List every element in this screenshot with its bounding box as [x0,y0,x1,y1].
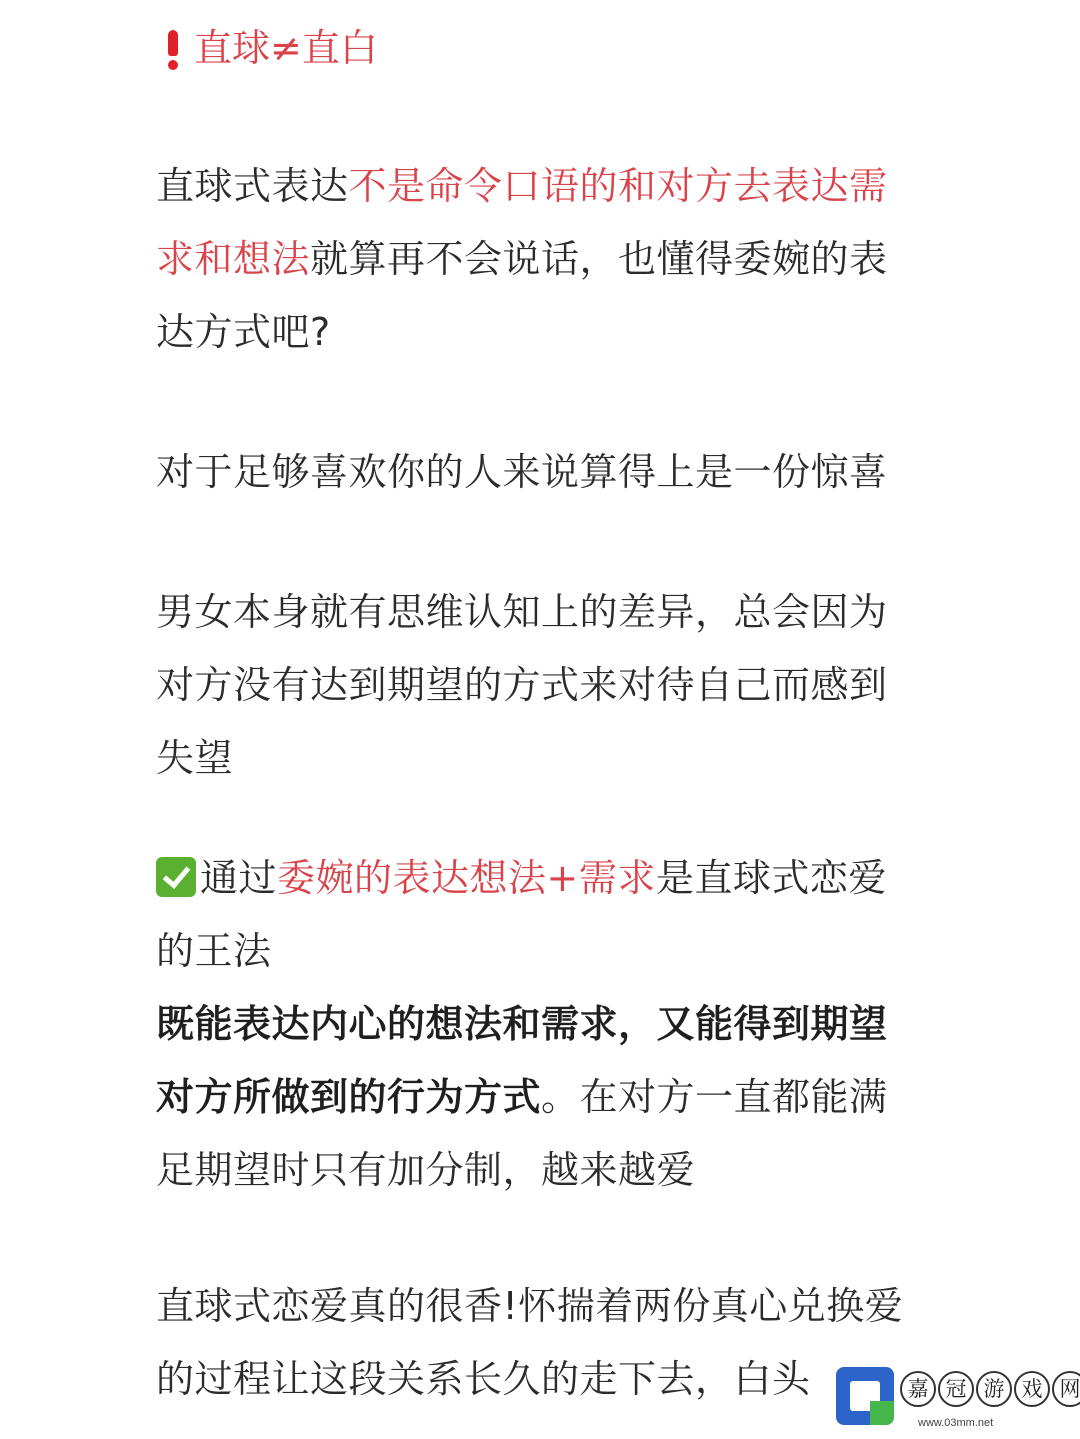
text-line [156,1270,916,1343]
highlight-text: 不是命令口语的和对方去表达需 [348,164,888,208]
text-line [156,1343,916,1416]
watermark-char: 戏 [1014,1371,1050,1407]
watermark-char: 嘉 [900,1371,936,1407]
section-heading [160,22,378,74]
highlight-text: 委婉的表达想法+需求 [277,856,656,900]
watermark-char: 冠 [938,1371,974,1407]
body-text: 就算再不会说话，也懂得委婉的表 [310,237,888,281]
highlight-text: 求和想法 [156,237,311,281]
exclamation-icon [166,26,180,70]
heading-text: 直球≠直白 [194,26,378,70]
body-text: 直球式表达 [156,164,349,208]
body-text: 直球式恋爱真的很香!怀揣着两份真心兑换爱 [156,1284,904,1328]
body-text: 足期望时只有加分制，越来越爱 [156,1148,696,1192]
site-watermark [830,1361,1080,1439]
text-line [156,988,916,1061]
watermark-brand [900,1371,1080,1407]
bold-text: 既能表达内心的想法和需求，又能得到期望 [156,1002,888,1046]
bold-text: 对方所做到的行为方式 [156,1075,542,1119]
text-line [156,296,916,369]
body-text: 对方没有达到期望的方式来对待自己而感到 [156,663,888,707]
body-text: 的过程让这段关系长久的走下去，白头 [156,1357,811,1401]
watermark-char: 游 [976,1371,1012,1407]
watermark-logo-icon [836,1367,894,1425]
watermark-char: 网 [1052,1371,1080,1407]
text-line [156,1061,916,1134]
text-line [156,150,916,223]
text-line [156,436,916,509]
paragraph [156,842,916,1207]
watermark-url: www.03mm.net [918,1417,994,1429]
text-line [156,223,916,296]
text-line [156,1134,916,1207]
body-text: 男女本身就有思维认知上的差异，总会因为 [156,590,888,634]
body-text: 的王法 [156,929,272,973]
body-text: 。在对方一直都能满 [541,1075,888,1119]
body-text: 达方式吧? [156,310,331,354]
text-line [156,649,916,722]
text-line [156,722,916,795]
paragraph [156,1270,916,1416]
body-text: 失望 [156,736,234,780]
check-mark-icon [156,857,196,897]
paragraph [156,150,916,369]
body-text: 通过 [200,856,278,900]
text-line [156,842,916,915]
text-line [156,576,916,649]
body-text: 对于足够喜欢你的人来说算得上是一份惊喜 [156,450,888,494]
body-text: 是直球式恋爱 [655,856,887,900]
text-line [156,915,916,988]
paragraph [156,576,916,795]
paragraph [156,436,916,509]
